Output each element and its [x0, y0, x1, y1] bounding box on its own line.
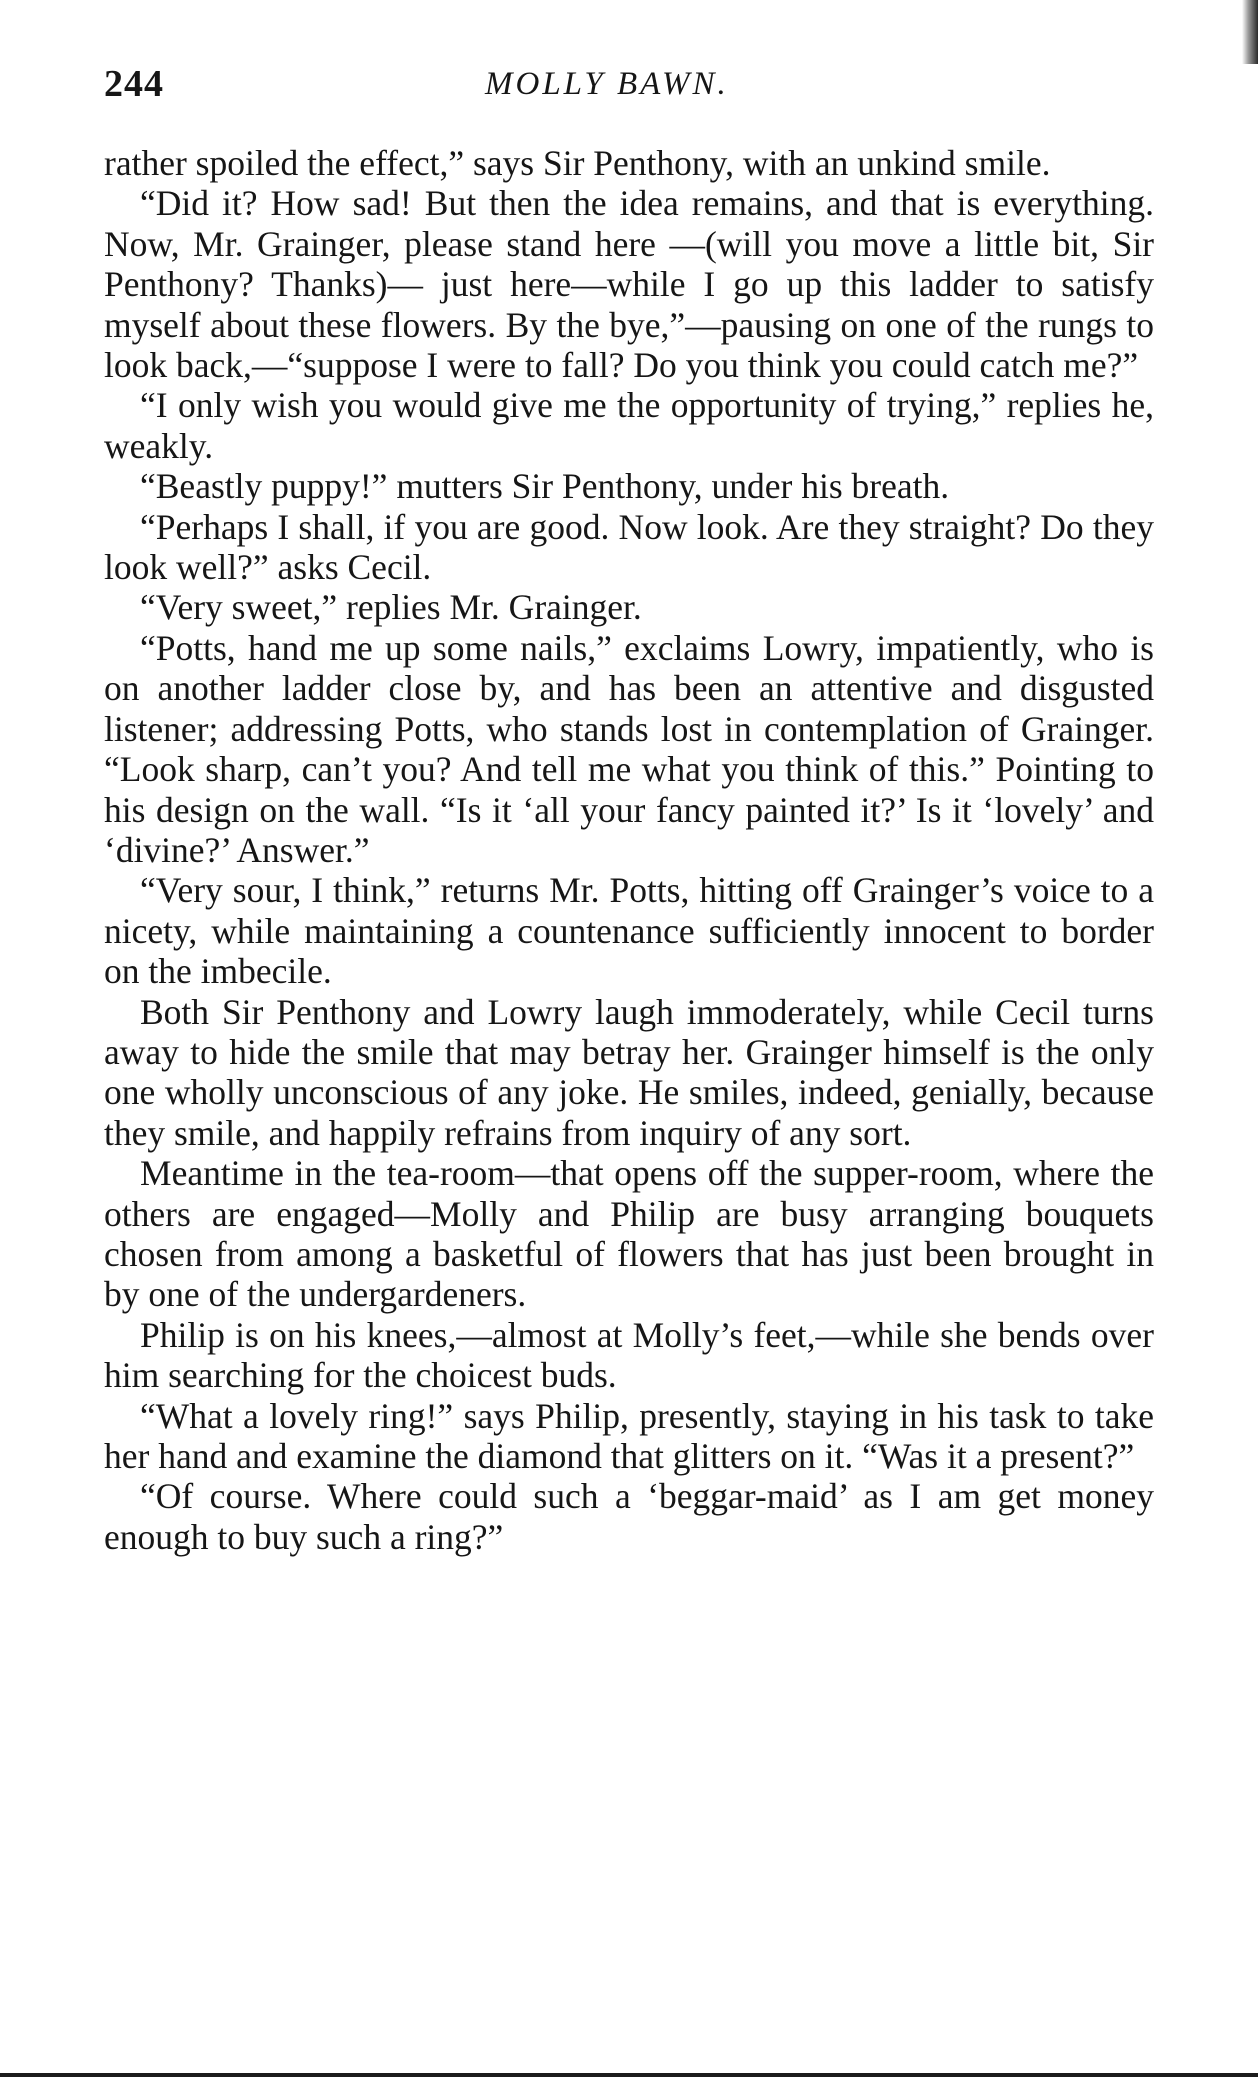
paragraph: “Very sweet,” replies Mr. Grainger. [140, 587, 642, 628]
paragraph: “Perhaps I shall, if you are good. Now look. Are they straight? Do they look well?” asks Cecil. [104, 506, 1154, 588]
paragraph: “What a lovely ring!” says Philip, presently, staying in his task to take her hand and examine the diamond that glitters on it. “Was it a present?” [104, 1395, 1154, 1476]
paragraph: “Of course. Where could such a ‘beggar-maid’ as I am get money enough to buy such a ring?” [104, 1476, 1154, 1557]
paragraph: “Very sour, I think,” returns Mr. Potts, hitting off Grainger’s voice to a nicety, while maintaining a countenance sufficiently innocent to border on the imbecile. [104, 870, 1154, 992]
paragraph: “I only wish you would give me the opportunity of trying,” replies he, weakly. [104, 385, 1154, 466]
paragraph: Both Sir Penthony and Lowry laugh immoderately, while Cecil turns away to hide the smile that may betray her. Grainger himself is the only one wholly unconscious of any joke. He smiles, indeed, genially, because they smile, and happily refrains from inquiry of any sort. [104, 991, 1154, 1153]
paragraph: “Did it? How sad! But then the idea remains, and that is everything. Now, Mr. Grainger, please stand here —(will you move a little bit, Sir Penthony? Thanks)— just here—while I go up this ladder to satisfy myself about these flowers. By the bye,”—pausing on one of the rungs to look back,—“suppose I were to fall? Do you think you could catch me?” [104, 183, 1154, 386]
bottom-rule [0, 2073, 1258, 2077]
paragraph: “Potts, hand me up some nails,” exclaims Lowry, impatiently, who is on another ladder close by, and has been an attentive and disgusted listener; addressing Potts, who stands lost in contemplation of Grainger. “Look sharp, can’t you? And tell me what you think of this.” Pointing to his design on the wall. “Is it ‘all your fancy painted it?’ Is it ‘lovely’ and ‘divine?’ Answer.” [104, 627, 1154, 870]
page-edge-shadow [1242, 0, 1258, 64]
page-header [100, 62, 1160, 112]
paragraph: “Beastly puppy!” mutters Sir Penthony, under his breath. [140, 466, 950, 507]
body-text [104, 143, 1154, 1557]
paragraph: Philip is on his knees,—almost at Molly’s feet,—while she bends over him searching for the choicest buds. [104, 1314, 1154, 1396]
running-title: MOLLY BAWN. [485, 66, 729, 102]
page-number: 244 [104, 63, 164, 105]
paragraph: Meantime in the tea-room—that opens off the supper-room, where the others are engaged—Molly and Philip are busy arranging bouquets chosen from among a basketful of flowers that has just been brought in by one of the undergardeners. [104, 1153, 1154, 1315]
paragraph: rather spoiled the effect,” says Sir Penthony, with an unkind smile. [104, 143, 1051, 183]
